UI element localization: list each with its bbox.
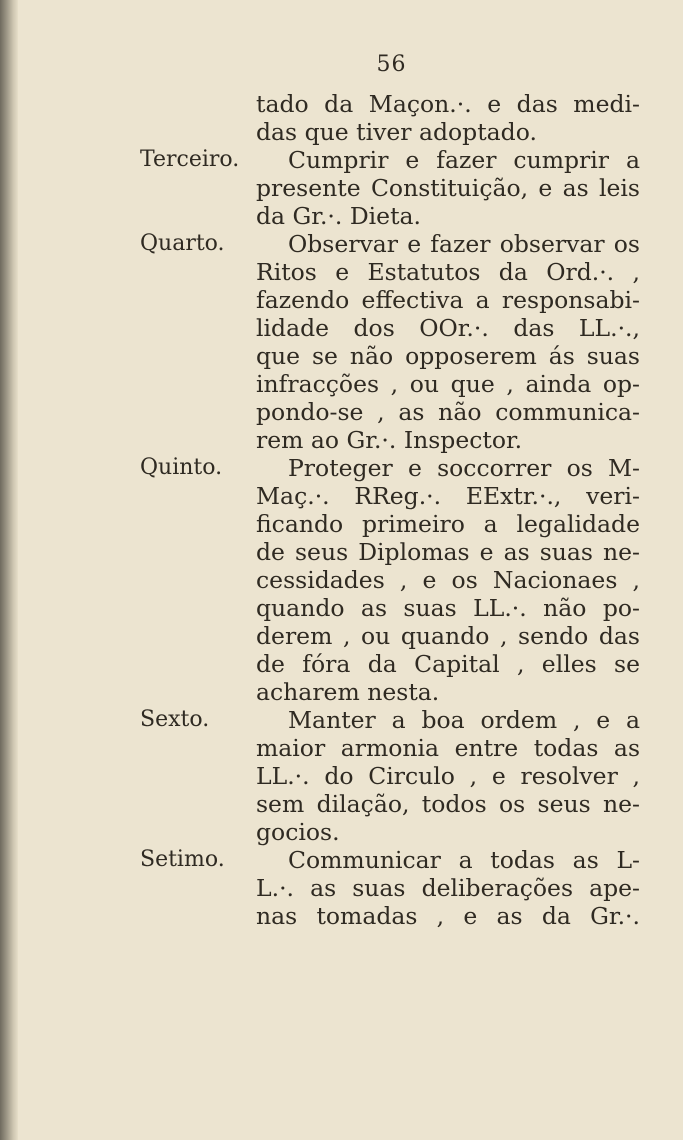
text-line: da Gr.·. Dieta.	[256, 202, 422, 230]
text-line: nas tomadas , e as da Gr.·.	[256, 902, 640, 930]
page-gutter-shadow	[0, 0, 18, 1140]
article-label-quarto: Quarto.	[140, 231, 225, 256]
text-line: presente Constituição, e as leis	[256, 174, 640, 202]
text-line: derem , ou quando , sendo das	[256, 622, 640, 650]
article-label-setimo: Setimo.	[140, 847, 225, 872]
text-line: Observar e fazer observar os	[288, 230, 640, 258]
text-line: lidade dos OOr.·. das LL.·.,	[256, 314, 640, 342]
text-line: cessidades , e os Nacionaes ,	[256, 566, 640, 594]
text-line: das que tiver adoptado.	[256, 118, 537, 146]
page-number: 56	[376, 52, 407, 77]
text-line: acharem nesta.	[256, 678, 440, 706]
text-line: L.·. as suas deliberações ape-	[256, 874, 640, 902]
text-line: gocios.	[256, 818, 340, 846]
text-line: de fóra da Capital , elles se	[256, 650, 640, 678]
text-line: Maç.·. RReg.·. EExtr.·., veri-	[256, 482, 640, 510]
text-line: tado da Maçon.·. e das medi-	[256, 90, 640, 118]
text-line: de seus Diplomas e as suas ne-	[256, 538, 640, 566]
article-label-quinto: Quinto.	[140, 455, 223, 480]
text-line: Communicar a todas as L-	[288, 846, 640, 874]
text-line: sem dilação, todos os seus ne-	[256, 790, 640, 818]
text-line: Proteger e soccorrer os M-	[288, 454, 640, 482]
text-line: LL.·. do Circulo , e resolver ,	[256, 762, 640, 790]
text-line: Ritos e Estatutos da Ord.·. ,	[256, 258, 640, 286]
text-line: infracções , ou que , ainda op-	[256, 370, 640, 398]
text-line: fazendo effectiva a responsabi-	[256, 286, 640, 314]
text-line: ficando primeiro a legalidade	[256, 510, 640, 538]
text-line: maior armonia entre todas as	[256, 734, 640, 762]
text-line: pondo-se , as não communica-	[256, 398, 640, 426]
text-line: Manter a boa ordem , e a	[288, 706, 640, 734]
text-line: Cumprir e fazer cumprir a	[288, 146, 640, 174]
article-label-sexto: Sexto.	[140, 707, 210, 732]
article-label-terceiro: Terceiro.	[140, 147, 240, 172]
text-line: que se não opposerem ás suas	[256, 342, 640, 370]
text-line: rem ao Gr.·. Inspector.	[256, 426, 523, 454]
text-line: quando as suas LL.·. não po-	[256, 594, 640, 622]
